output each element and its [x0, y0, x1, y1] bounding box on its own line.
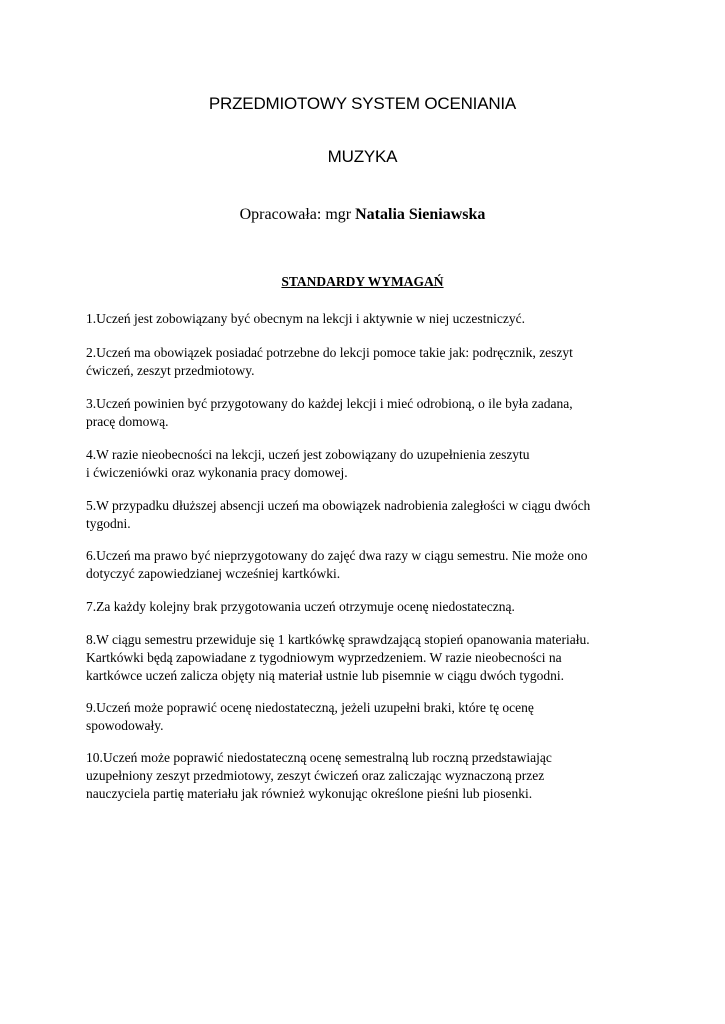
- rule-line: 7.Za każdy kolejny brak przygotowania uczeń otrzymuje ocenę niedostateczną.: [86, 599, 515, 614]
- rule-line: 5.W przypadku dłuższej absencji uczeń ma obowiązek nadrobienia zaległości w ciągu dwóch: [86, 498, 591, 513]
- rule-item-9: [86, 699, 646, 735]
- section-heading: STANDARDY WYMAGAŃ: [281, 274, 444, 289]
- rule-line: pracę domową.: [86, 414, 169, 429]
- rule-item-7: [86, 598, 646, 616]
- rule-line: 4.W razie nieobecności na lekcji, uczeń jest zobowiązany do uzupełnienia zeszytu: [86, 447, 530, 462]
- rule-line: spowodowały.: [86, 718, 164, 733]
- rule-item-6: [86, 547, 646, 583]
- document-title: PRZEDMIOTOWY SYSTEM OCENIANIA: [208, 94, 517, 113]
- rule-line: Kartkówki będą zapowiadane z tygodniowym wyprzedzeniem. W razie nieobecności na: [86, 650, 562, 665]
- rule-line: i ćwiczeniówki oraz wykonania pracy domowej.: [86, 465, 348, 480]
- rule-item-8: [86, 631, 646, 685]
- document-subject: MUZYKA: [327, 147, 398, 166]
- author-name: Natalia Sieniawska: [355, 206, 486, 223]
- rule-line: tygodni.: [86, 516, 131, 531]
- rule-line: 1.Uczeń jest zobowiązany być obecnym na lekcji i aktywnie w niej uczestniczyć.: [86, 311, 525, 326]
- rule-line: 6.Uczeń ma prawo być nieprzygotowany do zajęć dwa razy w ciągu semestru. Nie może ono: [86, 548, 588, 563]
- rule-item-4: [86, 446, 646, 482]
- rule-line: nauczyciela partię materiału jak również wykonując określone pieśni lub piosenki.: [86, 786, 533, 801]
- rule-line: dotyczyć zapowiedzianej wcześniej kartkówki.: [86, 566, 341, 581]
- rule-item-5: [86, 497, 646, 533]
- rule-item-2: [86, 344, 646, 380]
- rule-line: 3.Uczeń powinien być przygotowany do każdej lekcji i mieć odrobioną, o ile była zadana,: [86, 396, 573, 411]
- rule-line: uzupełniony zeszyt przedmiotowy, zeszyt ćwiczeń oraz zaliczając wyznaczoną przez: [86, 768, 545, 783]
- rule-line: kartkówce uczeń zalicza objęty nią materiał ustnie lub pisemnie w ciągu dwóch tygodni.: [86, 668, 564, 683]
- rule-line: ćwiczeń, zeszyt przedmiotowy.: [86, 363, 255, 378]
- author-prefix: Opracowała: mgr: [239, 206, 356, 223]
- author-line: [0, 205, 725, 225]
- rule-line: 8.W ciągu semestru przewiduje się 1 kartkówkę sprawdzającą stopień opanowania materiału.: [86, 632, 590, 647]
- rule-item-3: [86, 395, 646, 431]
- rule-line: 9.Uczeń może poprawić ocenę niedostateczną, jeżeli uzupełni braki, które tę ocenę: [86, 700, 534, 715]
- rule-item-1: [86, 310, 646, 328]
- rule-line: 2.Uczeń ma obowiązek posiadać potrzebne do lekcji pomoce takie jak: podręcznik, zeszyt: [86, 345, 573, 360]
- rule-item-10: [86, 749, 646, 803]
- rule-line: 10.Uczeń może poprawić niedostateczną ocenę semestralną lub roczną przedstawiając: [86, 750, 552, 765]
